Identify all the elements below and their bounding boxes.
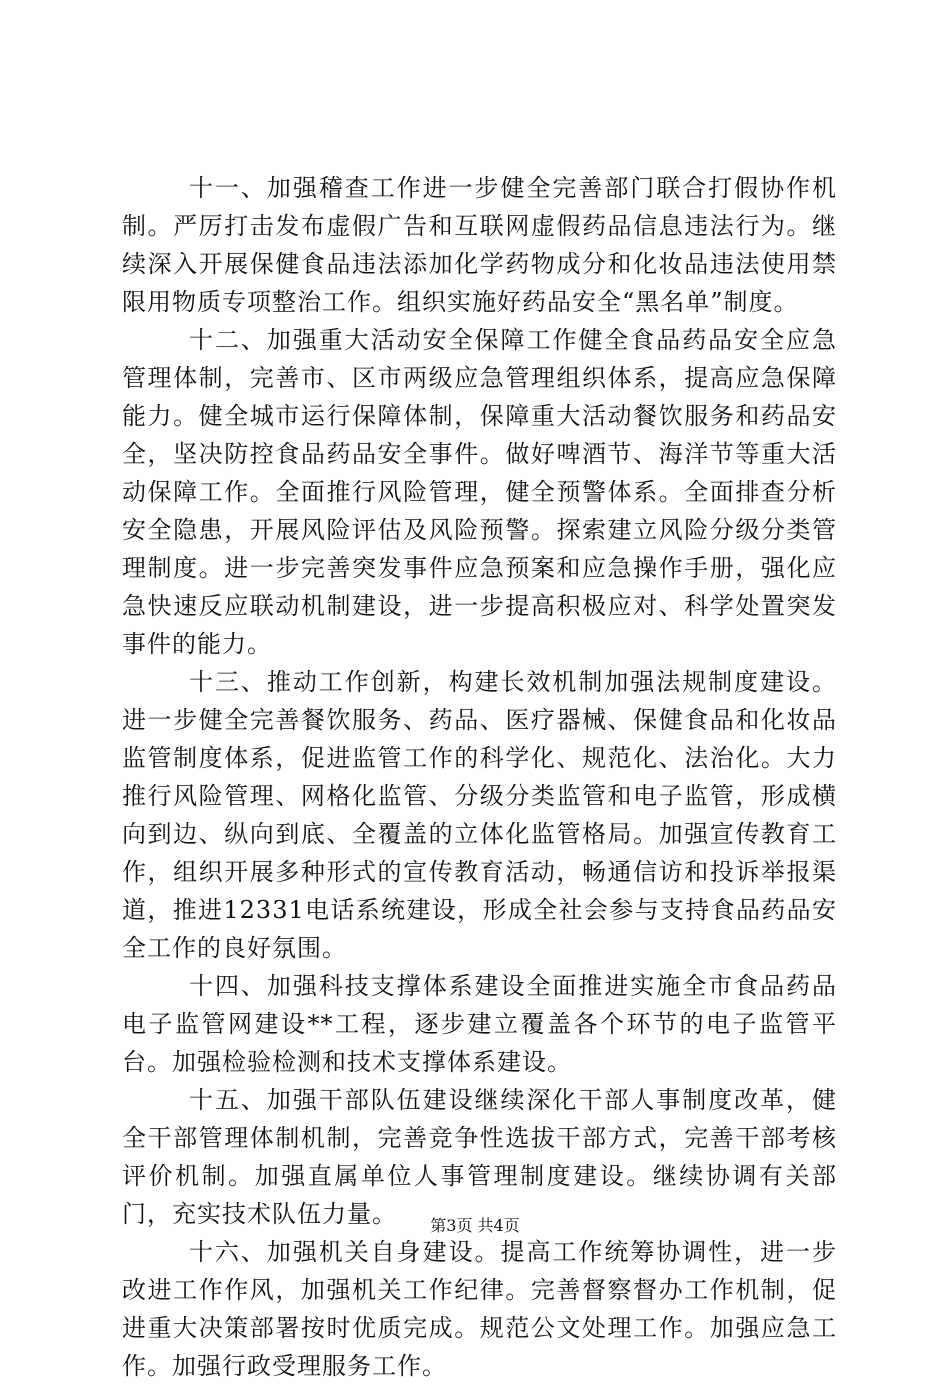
paragraph-16: 十六、加强机关自身建设。提高工作统筹协调性，进一步改进工作作风，加强机关工作纪律。完善督察督办工作机制，促进重大决策部署按时优质完成。规范公文处理工作。加强应急工作。加强行政受理服务工作。 bbox=[122, 1238, 837, 1380]
paragraph-14: 十四、加强科技支撑体系建设全面推进实施全市食品药品电子监管网建设**工程，逐步建立覆盖各个环节的电子监管平台。加强检验检测和技术支撑体系建设。 bbox=[122, 972, 837, 1076]
paragraph-12: 十二、加强重大活动安全保障工作健全食品药品安全应急管理体制，完善市、区市两级应急管理组织体系，提高应急保障能力。健全城市运行保障体制，保障重大活动餐饮服务和药品安全，坚决防控食品药品安全事件。做好啤酒节、海洋节等重大活动保障工作。全面推行风险管理，健全预警体系。全面排查分析安全隐患，开展风险评估及风险预警。探索建立风险分级分类管理制度。进一步完善突发事件应急预案和应急操作手册，强化应急快速反应联动机制建设，进一步提高积极应对、科学处置突发事件的能力。 bbox=[122, 326, 837, 658]
paragraph-13: 十三、推动工作创新，构建长效机制加强法规制度建设。进一步健全完善餐饮服务、药品、医疗器械、保健食品和化妆品监管制度体系，促进监管工作的科学化、规范化、法治化。大力推行风险管理、网格化监管、分级分类监管和电子监管，形成横向到边、纵向到底、全覆盖的立体化监管格局。加强宣传教育工作，组织开展多种形式的宣传教育活动，畅通信访和投诉举报渠道，推进12331电话系统建设，形成全社会参与支持食品药品安全工作的良好氛围。 bbox=[122, 668, 837, 962]
document-body bbox=[122, 169, 837, 1385]
page-number-label: 第3页 共4页 bbox=[430, 1216, 520, 1235]
page-footer bbox=[0, 1215, 950, 1237]
paragraph-11: 十一、加强稽查工作进一步健全完善部门联合打假协作机制。严厉打击发布虚假广告和互联网虚假药品信息违法行为。继续深入开展保健食品违法添加化学药物成分和化妆品违法使用禁限用物质专项整治工作。组织实施好药品安全“黑名单”制度。 bbox=[122, 174, 837, 316]
paragraph-15: 十五、加强干部队伍建设继续深化干部人事制度改革，健全干部管理体制机制，完善竞争性选拔干部方式，完善干部考核评价机制。加强直属单位人事管理制度建设。继续协调有关部门，充实技术队伍力量。 bbox=[122, 1086, 837, 1228]
